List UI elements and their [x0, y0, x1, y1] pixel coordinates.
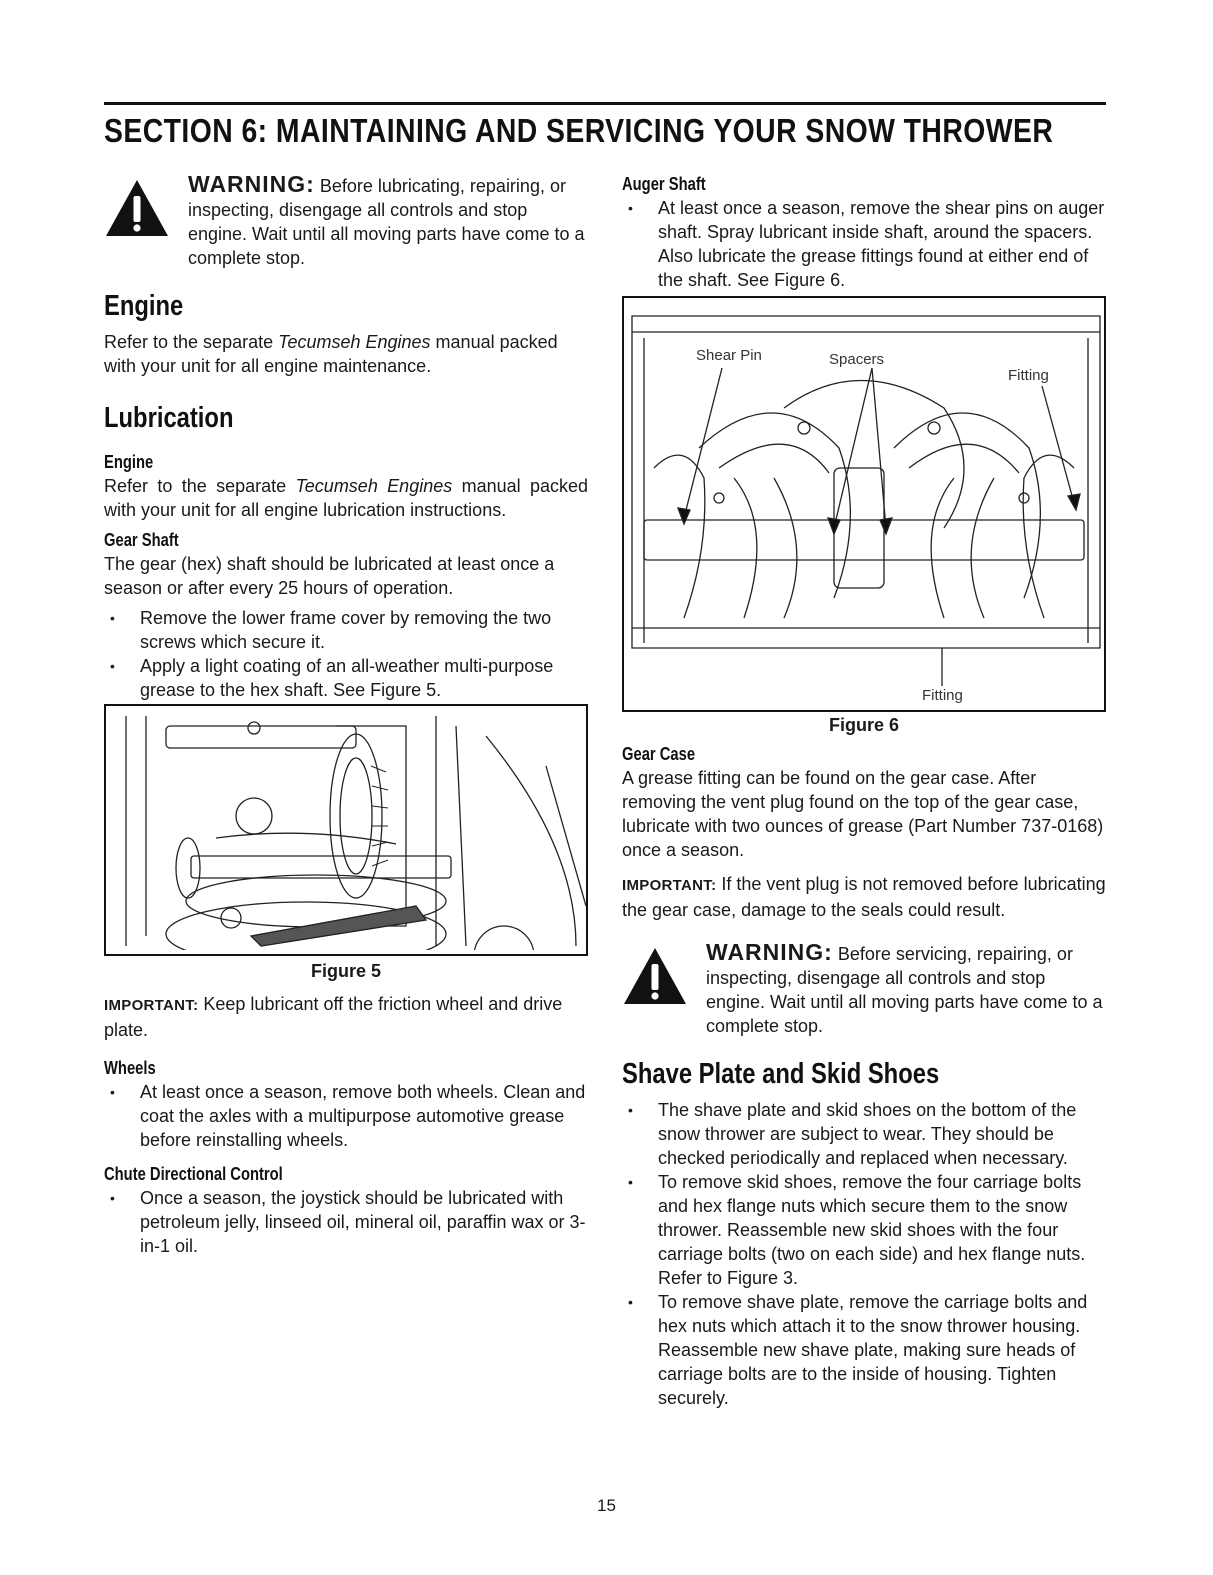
lubrication-engine-heading: Engine — [104, 452, 154, 472]
gear-shaft-list — [104, 606, 588, 702]
fitting-bottom-label: Fitting — [922, 687, 963, 704]
shear-pin-label: Shear Pin — [696, 347, 762, 364]
spacers-label: Spacers — [829, 351, 885, 368]
list-item: • Remove the lower frame cover by removing the two screws which secure it. — [104, 606, 588, 654]
list-item: • The shave plate and skid shoes on the bottom of the snow thrower are subject to wear. They should be checked periodically and replaced when necessary. — [622, 1098, 1106, 1170]
warning-top — [104, 172, 588, 270]
right-column — [622, 172, 1106, 1410]
chute-list — [104, 1186, 588, 1258]
hex-shaft-illustration — [106, 706, 586, 950]
list-item: • At least once a season, remove the shear pins on auger shaft. Spray lubricant inside shaft, around the spacers. Also lubricate the grease fittings found at either end of the shaft. See Figure 6. — [622, 196, 1106, 292]
gear-case-text: A grease fitting can be found on the gear case. After removing the vent plug found on the top of the gear case, lubricate with two ounces of grease (Part Number 737-0168) once a season. — [622, 768, 1104, 860]
section-title: SECTION 6: MAINTAINING AND SERVICING YOUR SNOW THROWER — [104, 112, 1054, 149]
list-item: • Apply a light coating of an all-weather multi-purpose grease to the hex shaft. See Figure 5. — [104, 654, 588, 702]
engine-text: Refer to the separate Tecumseh Engines manual packed with your unit for all engine maintenance. — [104, 332, 558, 376]
warning-icon — [622, 946, 688, 1006]
gear-shaft-heading: Gear Shaft — [104, 530, 179, 550]
warning-icon — [104, 178, 170, 238]
gear-shaft-text: The gear (hex) shaft should be lubricated at least once a season or after every 25 hours of operation. — [104, 554, 555, 598]
list-item: • At least once a season, remove both wheels. Clean and coat the axles with a multipurpose automotive grease before reinstalling wheels. — [104, 1080, 588, 1152]
header-rule — [104, 102, 1106, 105]
warning-text: Before servicing, repairing, or inspecting, disengage all controls and stop engine. Wait until all moving parts have come to a complete stop. — [706, 944, 1103, 1036]
auger-shaft-list — [622, 196, 1106, 292]
warning-text: Before lubricating, repairing, or inspecting, disengage all controls and stop engine. Wait until all moving parts have come to a complete stop. — [188, 176, 585, 268]
list-item: • To remove skid shoes, remove the four carriage bolts and hex flange nuts which secure them to the snow thrower. Reassemble new skid shoes with the four carriage bolts (two on each side) and hex flange nuts. Refer to Figure 3. — [622, 1170, 1106, 1290]
lubrication-heading: Lubrication — [104, 402, 234, 434]
shave-plate-list — [622, 1098, 1106, 1410]
page-number: 15 — [597, 1496, 616, 1515]
left-column — [104, 172, 588, 1258]
important-label: IMPORTANT: — [104, 997, 199, 1014]
important-note-2: IMPORTANT: If the vent plug is not removed before lubricating the gear case, damage to the seals could result. — [622, 874, 1106, 920]
chute-heading: Chute Directional Control — [104, 1164, 283, 1184]
warning-label: WARNING: — [188, 171, 315, 197]
shave-plate-heading: Shave Plate and Skid Shoes — [622, 1058, 940, 1090]
engine-heading: Engine — [104, 290, 184, 322]
important-label: IMPORTANT: — [622, 877, 717, 894]
wheels-list — [104, 1080, 588, 1152]
figure-6 — [622, 296, 1106, 712]
lubrication-engine-text: Refer to the separate Tecumseh Engines manual packed with your unit for all engine lubrication instructions. — [104, 476, 588, 520]
warning-label: WARNING: — [706, 939, 833, 965]
figure-5 — [104, 704, 588, 956]
figure-5-caption: Figure 5 — [310, 961, 381, 981]
list-item: • To remove shave plate, remove the carriage bolts and hex nuts which attach it to the snow thrower housing. Reassemble new shave plate, making sure heads of carriage bolts are to the inside of housing. Tighten securely. — [622, 1290, 1106, 1410]
wheels-heading: Wheels — [104, 1058, 156, 1078]
figure-6-caption: Figure 6 — [828, 715, 899, 735]
auger-illustration — [624, 298, 1108, 706]
warning-bottom — [622, 940, 1106, 1038]
auger-shaft-heading: Auger Shaft — [622, 174, 706, 194]
important-note-1: IMPORTANT: Keep lubricant off the friction wheel and drive plate. — [104, 994, 563, 1040]
gear-case-heading: Gear Case — [622, 744, 696, 764]
fitting-right-label: Fitting — [1008, 367, 1049, 384]
list-item: • Once a season, the joystick should be lubricated with petroleum jelly, linseed oil, mineral oil, paraffin wax or 3-in-1 oil. — [104, 1186, 588, 1258]
